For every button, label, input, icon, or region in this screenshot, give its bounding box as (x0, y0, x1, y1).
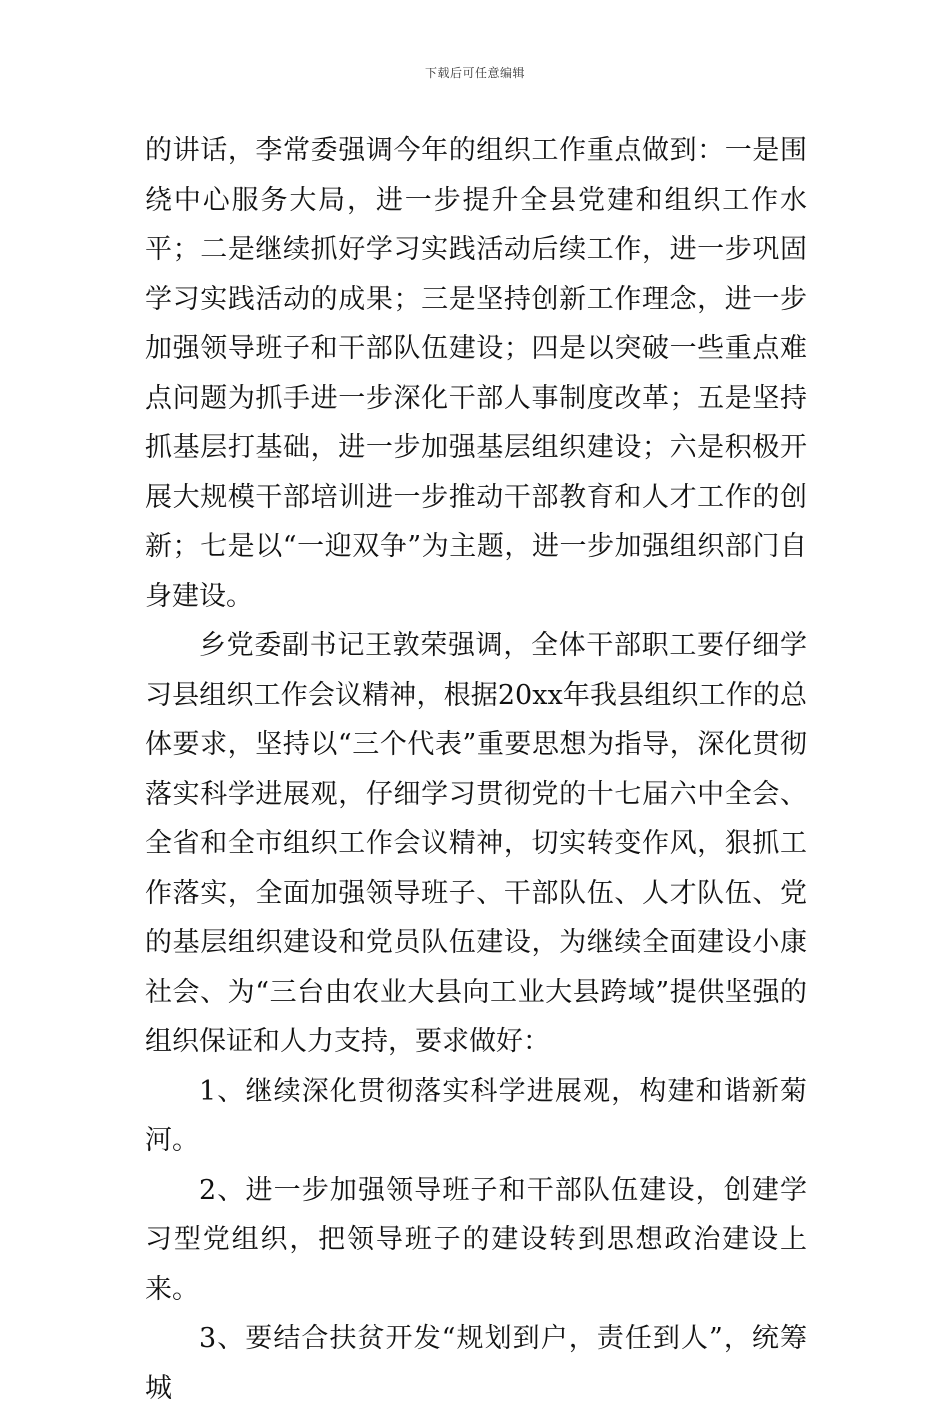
document-body (145, 126, 807, 1413)
paragraph-5: 3、要结合扶贫开发“规划到户，责任到人”，统筹城 (145, 1323, 807, 1404)
paragraph-3: 1、继续深化贯彻落实科学进展观，构建和谐新菊河。 (145, 1075, 807, 1156)
paragraph-4: 2、进一步加强领导班子和干部队伍建设，创建学习型党组织，把领导班子的建设转到思想政治建设上来。 (145, 1174, 807, 1305)
paragraph-2: 乡党委副书记王敦荣强调，全体干部职工要仔细学习县组织工作会议精神，根据20xx年我县组织工作的总体要求，坚持以“三个代表”重要思想为指导，深化贯彻落实科学进展观，仔细学习贯彻党的十七届六中全会、全省和全市组织工作会议精神，切实转变作风，狠抓工作落实，全面加强领导班子、干部队伍、人才队伍、党的基层组织建设和党员队伍建设，为继续全面建设小康社会、为“三台由农业大县向工业大县跨域”提供坚强的组织保证和人力支持，要求做好： (145, 630, 807, 1057)
page-header-note: 下载后可任意编辑 (424, 66, 525, 80)
paragraph-1: 的讲话，李常委强调今年的组织工作重点做到：一是围绕中心服务大局，进一步提升全县党建和组织工作水平；二是继续抓好学习实践活动后续工作，进一步巩固学习实践活动的成果；三是坚持创新工作理念，进一步加强领导班子和干部队伍建设；四是以突破一些重点难点问题为抓手进一步深化干部人事制度改革；五是坚持抓基层打基础，进一步加强基层组织建设；六是积极开展大规模干部培训进一步推动干部教育和人才工作的创新；七是以“一迎双争”为主题，进一步加强组织部门自身建设。 (145, 135, 807, 612)
